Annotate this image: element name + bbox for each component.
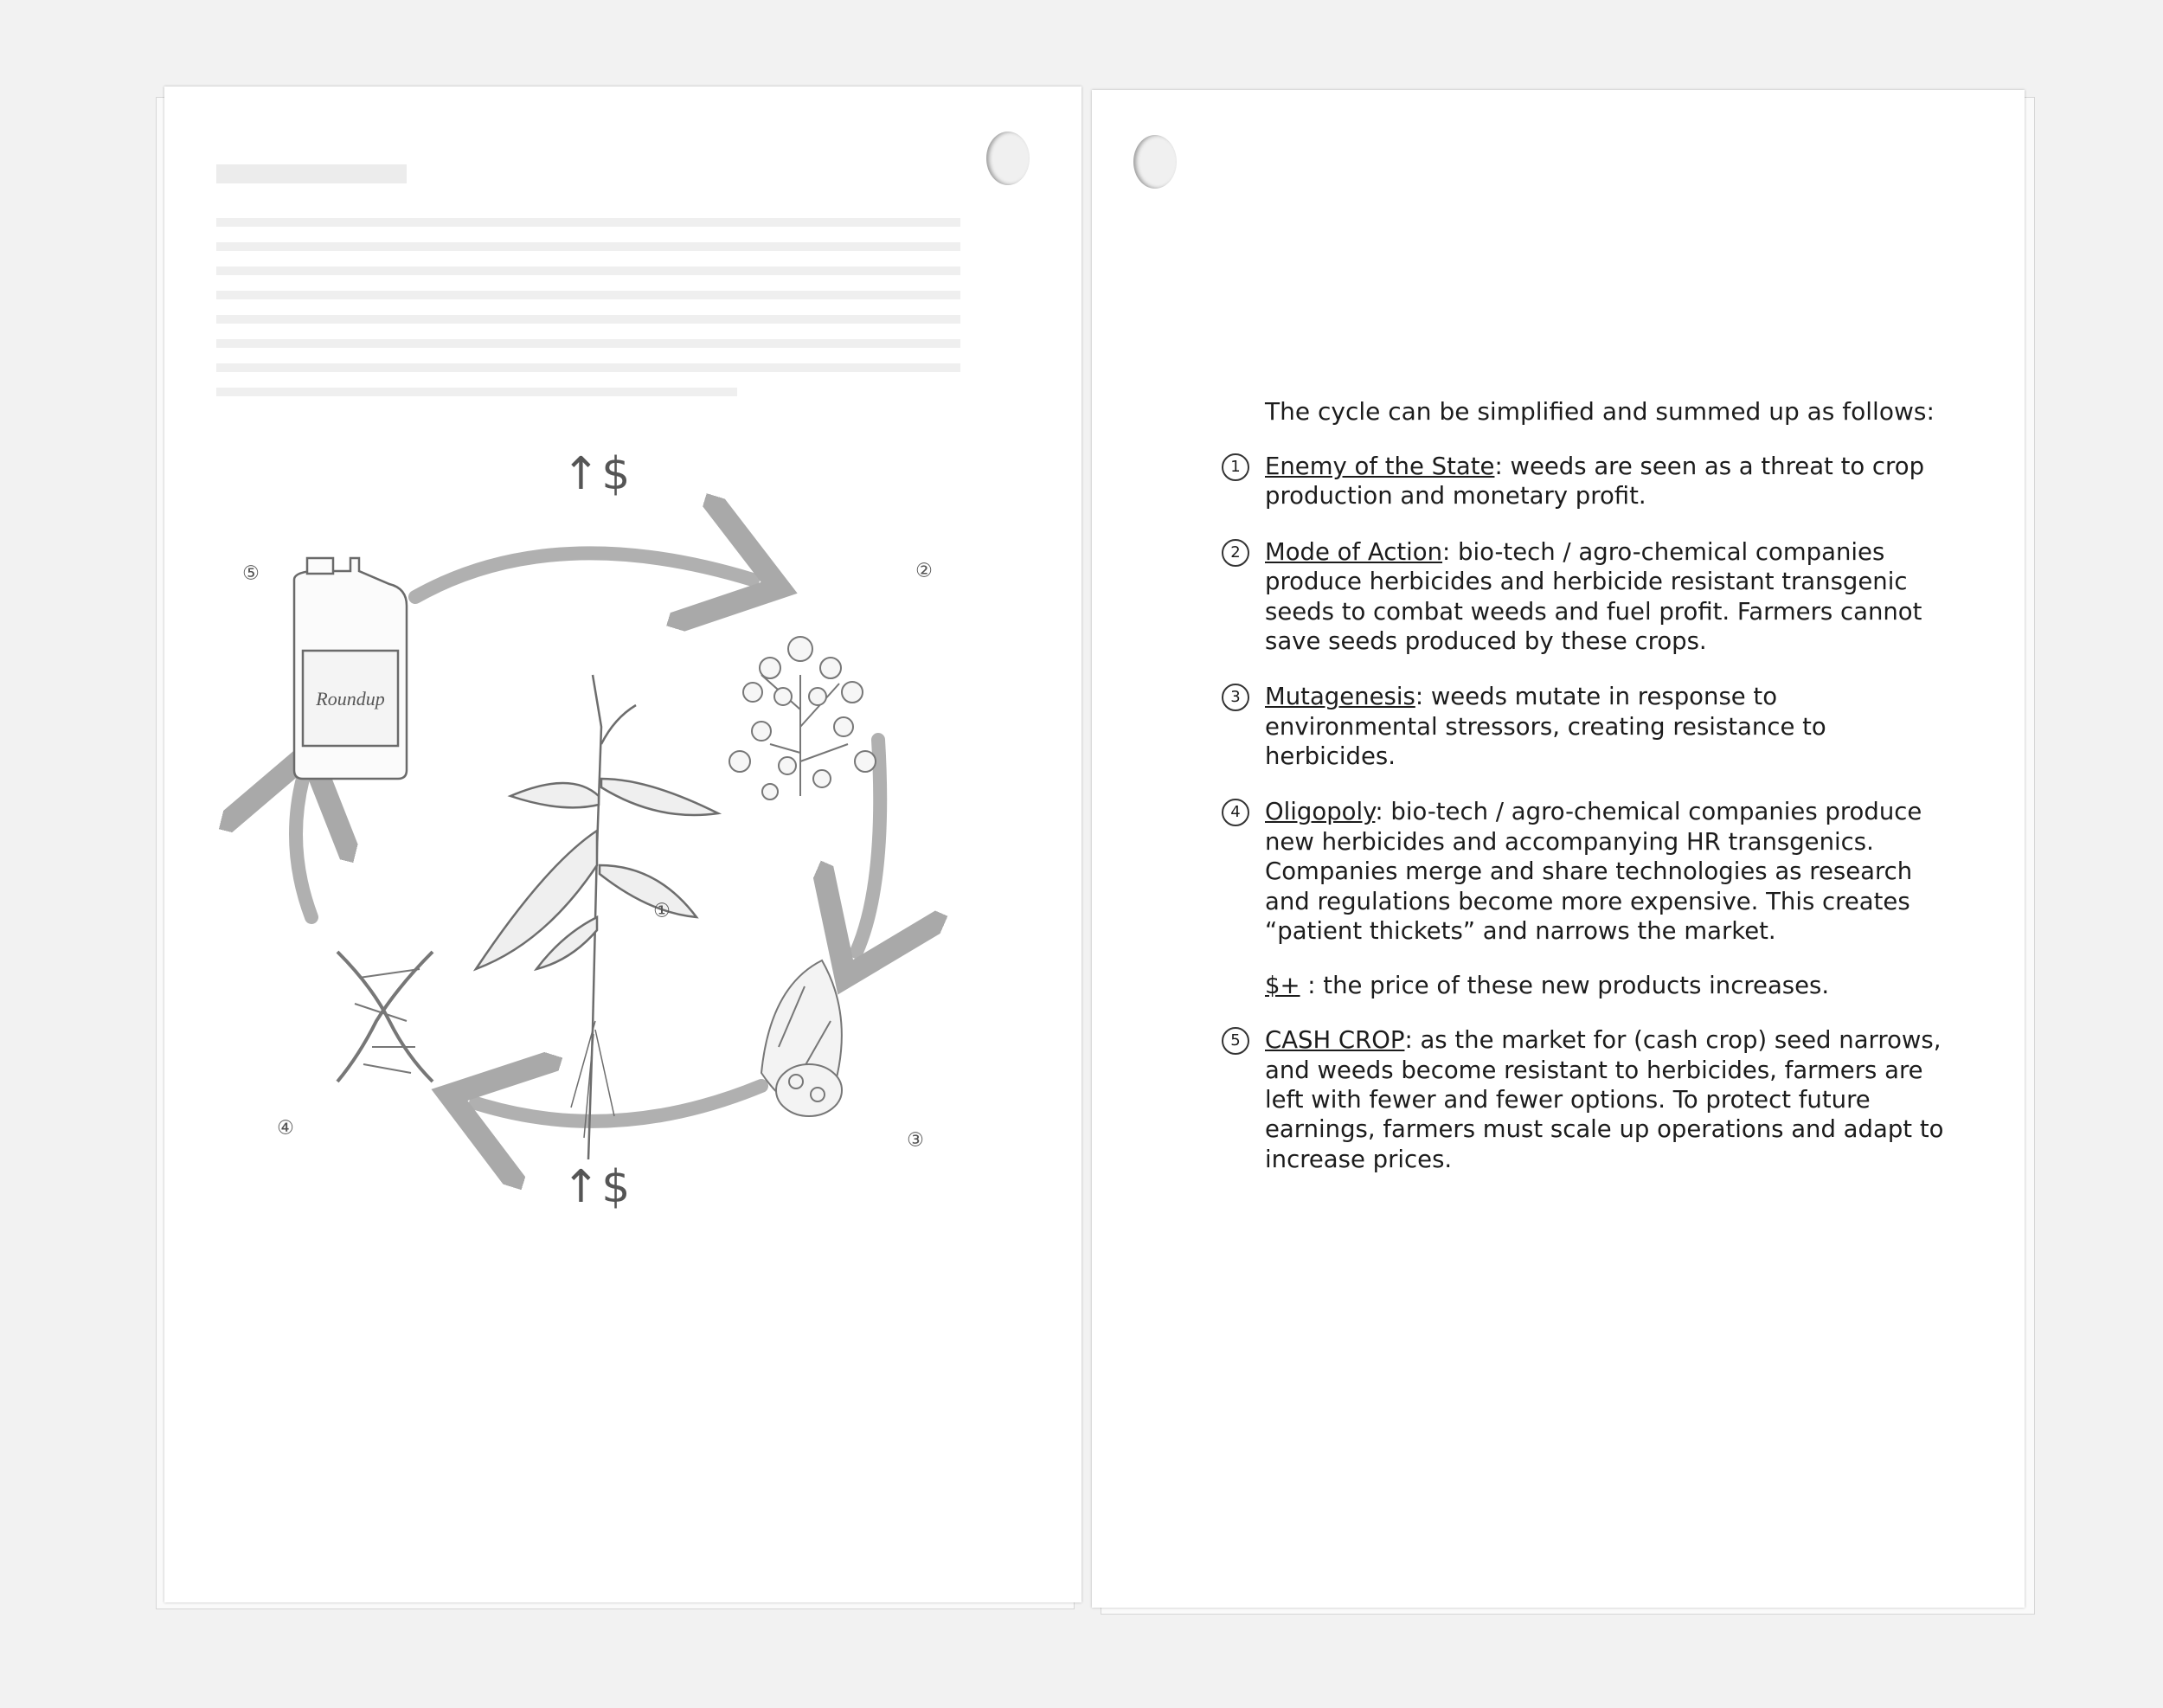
item-term: Mode of Action bbox=[1265, 537, 1443, 566]
herbicide-jug-icon bbox=[294, 558, 407, 779]
cycle-arrow-bottom bbox=[476, 1086, 761, 1121]
item-body: : as the market for (cash crop) seed narrows, and weeds become resistant to herbicides, farmers are left with fewer and fewer options. To protect future earnings, farmers must scale up operations and adapt to increase prices. bbox=[1265, 1026, 1944, 1173]
mutated-weed-icon bbox=[761, 960, 842, 1116]
item-term: Oligopoly bbox=[1265, 798, 1376, 826]
item-number: 2 bbox=[1222, 539, 1249, 567]
item-number: 4 bbox=[1222, 799, 1249, 826]
svg-text:Roundup: Roundup bbox=[316, 688, 385, 710]
binder-hole bbox=[1133, 135, 1177, 189]
item-term: CASH CROP bbox=[1265, 1026, 1405, 1055]
flowering-crop-icon bbox=[729, 637, 876, 799]
summary-item-5 bbox=[1222, 1025, 1957, 1174]
node-label-5: ⑤ bbox=[242, 562, 260, 585]
item-body: : bio-tech / agro-chemical companies produce new herbicides and accompanying HR transgenics. Companies merge and share technologies as research and regulations become more expensive. This creates “patient thickets” and narrows the market. bbox=[1265, 798, 1922, 945]
item-body: : weeds mutate in response to environmental stressors, creating resistance to herbicides. bbox=[1265, 683, 1826, 770]
price-body: : the price of these new products increases. bbox=[1300, 972, 1830, 1000]
weed-plant-icon bbox=[476, 675, 718, 1159]
cycle-arrow-left bbox=[296, 779, 311, 917]
price-term: $+ bbox=[1265, 972, 1300, 1000]
right-page bbox=[1092, 90, 2025, 1608]
node-label-1: ① bbox=[653, 900, 671, 922]
item-number: 1 bbox=[1222, 453, 1249, 481]
item-body: : bio-tech / agro-chemical companies produce herbicides and herbicide resistant transgenic seeds to combat weeds and fuel profit. Farmers cannot save seeds produced by these crops. bbox=[1265, 537, 1922, 655]
node-label-2: ② bbox=[915, 560, 933, 582]
cycle-arrow-top bbox=[415, 553, 753, 597]
item-number: 5 bbox=[1222, 1027, 1249, 1055]
summary-item-4 bbox=[1222, 797, 1957, 946]
cost-increase-bottom: ↑$ bbox=[562, 1161, 632, 1213]
summary-item-2 bbox=[1222, 537, 1957, 657]
dna-helix-icon bbox=[337, 952, 433, 1082]
herbicide-cycle-diagram bbox=[164, 87, 1082, 1602]
summary-item-3 bbox=[1222, 682, 1957, 771]
node-label-3: ③ bbox=[907, 1129, 924, 1152]
item-body: : weeds are seen as a threat to crop production and monetary profit. bbox=[1265, 453, 1925, 510]
item-term: Mutagenesis bbox=[1265, 683, 1415, 711]
item-number: 3 bbox=[1222, 684, 1249, 711]
cycle-summary bbox=[1222, 397, 1957, 1200]
summary-item-1 bbox=[1222, 452, 1957, 511]
left-page bbox=[164, 87, 1082, 1602]
price-note bbox=[1222, 972, 1957, 999]
cost-increase-top: ↑$ bbox=[562, 448, 632, 500]
summary-intro: The cycle can be simplified and summed up as follows: bbox=[1265, 397, 1935, 426]
node-label-4: ④ bbox=[277, 1117, 294, 1140]
item-term: Enemy of the State bbox=[1265, 453, 1495, 480]
